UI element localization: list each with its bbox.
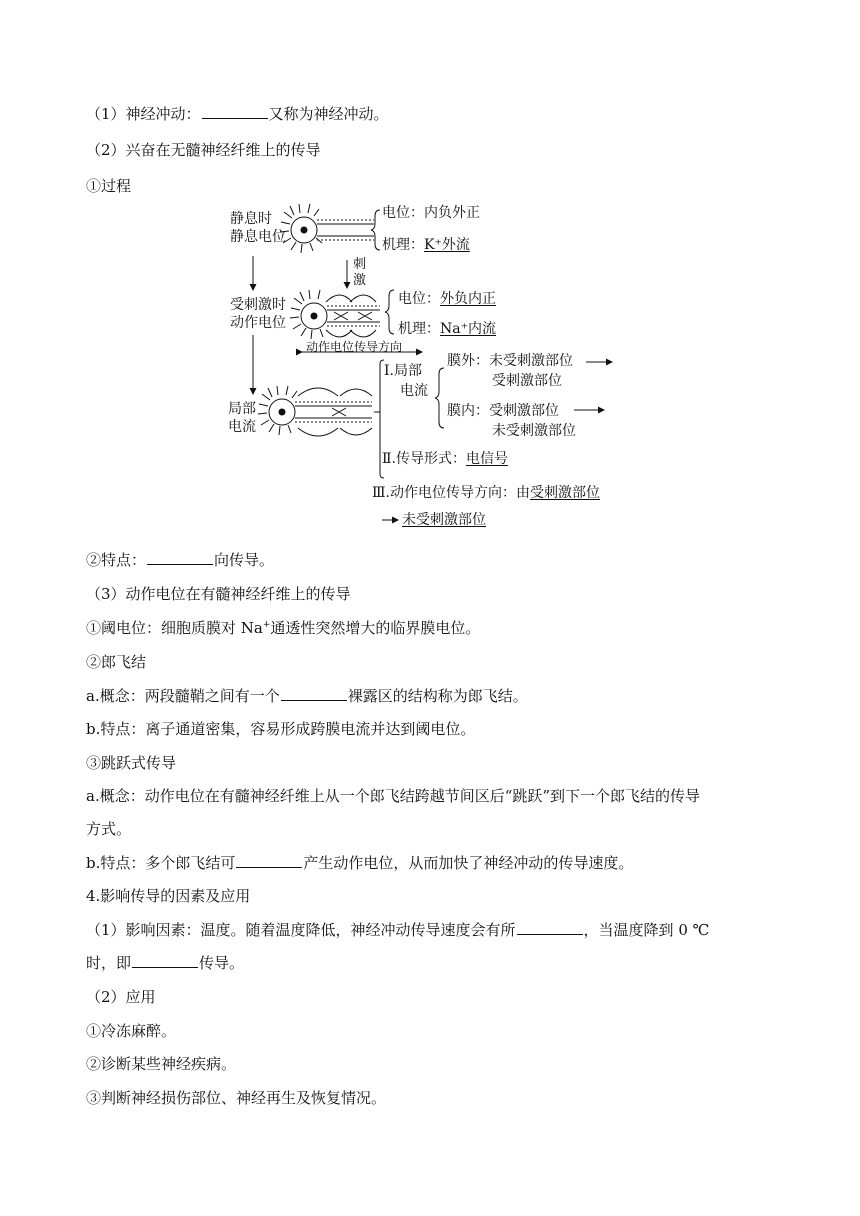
local-current-title: 电流 [400,383,428,399]
line-node-feature: b.特点：离子通道密集，容易形成跨膜电流并达到阈电位。 [86,720,476,738]
line-node-concept: a.概念：两段髓鞘之间有一个 裸露区的结构称为郎飞结。 [86,687,528,705]
answer-blank[interactable] [132,953,198,968]
subheading-process: ①过程 [86,177,132,195]
conduction-direction: Ⅲ.动作电位传导方向：由受刺激部位 [372,485,600,501]
answer-blank[interactable] [517,920,583,935]
action-potential: 电位：外负内正 [398,291,496,307]
line-temperature-cont: 时，即 传导。 [86,954,245,972]
outer-membrane: 膜外：未受刺激部位 [447,353,573,369]
line-saltatory-feature: b.特点：多个郎飞结可 产生动作电位，从而加快了神经冲动的传导速度。 [86,854,634,872]
line-feature: ②特点： 向传导。 [86,551,275,569]
local-current-title: Ⅰ.局部 [384,363,422,379]
line-threshold: ①阈电位：细胞质膜对 Na+通透性突然增大的临界膜电位。 [86,619,481,637]
action-label: 受刺激时 [230,297,286,313]
conduction-diagram [222,198,642,538]
section-heading-myelinated: （3）动作电位在有髓神经纤维上的传导 [86,585,351,603]
rest-potential: 电位：内负外正 [382,205,480,221]
local-current-label: 局部 [228,401,256,417]
neuron-resting-icon [280,204,374,253]
subheading-saltatory: ③跳跃式传导 [86,754,177,772]
answer-blank[interactable] [147,550,213,565]
rest-label: 静息时 [230,211,272,227]
line-application-1: ①冷冻麻醉。 [86,1022,177,1040]
neuron-local-current-icon [258,386,372,436]
conduction-direction-target: 未受刺激部位 [402,512,486,528]
rest-label: 静息电位 [230,229,286,245]
section-heading-factors: 4.影响传导的因素及应用 [86,887,251,905]
action-mechanism: 机理：Na⁺内流 [398,321,496,337]
inner-membrane: 膜内：受刺激部位 [447,403,559,419]
rest-mechanism: 机理：K⁺外流 [382,237,470,253]
stimulus-label: 刺 [353,257,367,272]
direction-label: 动作电位传导方向 [306,340,403,354]
neuron-action-icon [290,290,380,339]
line-application-2: ②诊断某些神经疾病。 [86,1055,237,1073]
stimulus-label: 激 [353,273,367,288]
subheading-application: （2）应用 [86,988,156,1006]
action-label: 动作电位 [230,315,286,331]
inner-target: 未受刺激部位 [492,423,576,439]
line-saltatory-concept: a.概念：动作电位在有髓神经纤维上从一个郎飞结跨越节间区后“跳跃”到下一个郎飞结的传导 [86,787,701,805]
answer-blank[interactable] [202,104,268,119]
local-current-label: 电流 [228,419,256,435]
subheading-node-ranvier: ②郎飞结 [86,653,147,671]
line-saltatory-concept-cont: 方式。 [86,820,132,838]
section-heading-unmyelinated: （2）兴奋在无髓神经纤维上的传导 [86,141,321,159]
outer-target: 受刺激部位 [492,373,562,389]
answer-blank[interactable] [281,686,347,701]
answer-blank[interactable] [236,853,302,868]
line-nerve-impulse: （1）神经冲动： 又称为神经冲动。 [86,105,389,123]
line-temperature: （1）影响因素：温度。随着温度降低，神经冲动传导速度会有所 ，当温度降到 0 ℃ [86,921,710,939]
conduction-form: Ⅱ.传导形式：电信号 [382,451,508,467]
line-application-3: ③判断神经损伤部位、神经再生及恢复情况。 [86,1089,387,1107]
